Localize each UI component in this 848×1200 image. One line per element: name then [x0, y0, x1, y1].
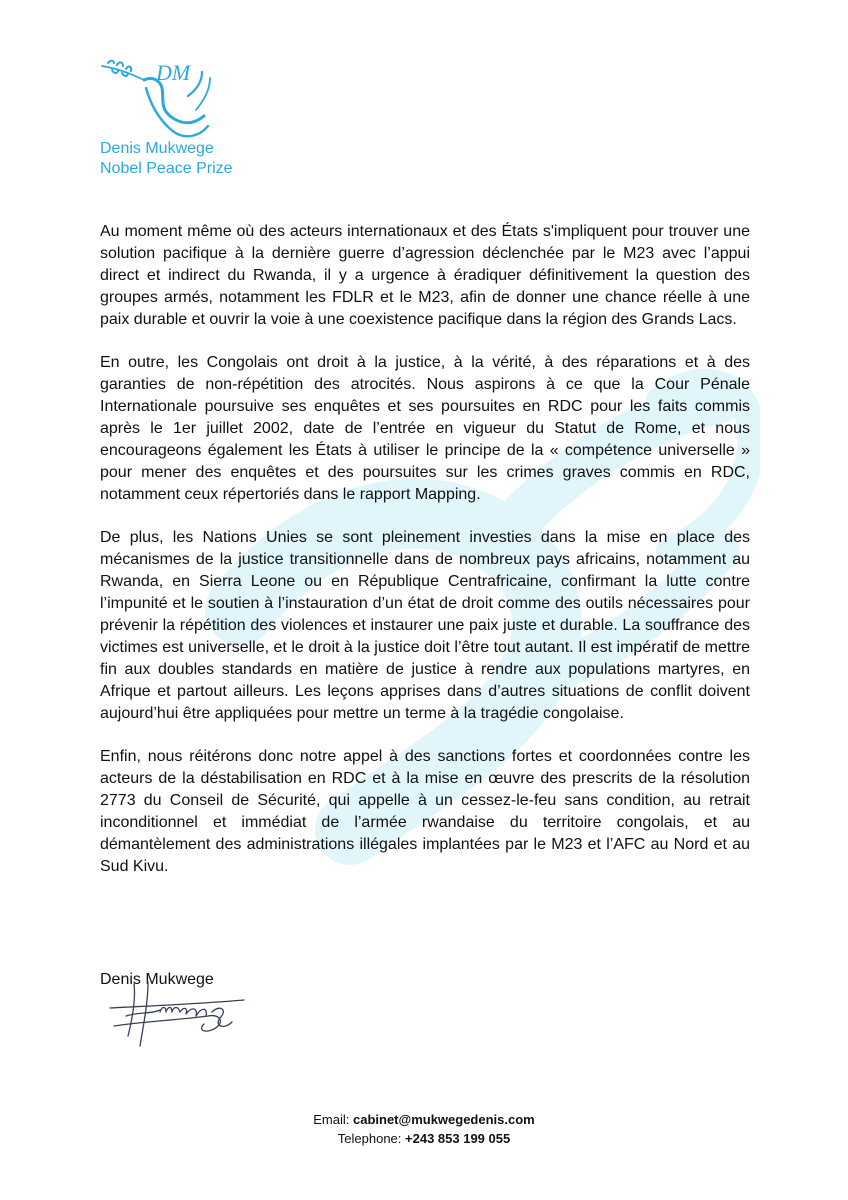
contact-footer — [0, 1110, 848, 1148]
letter-body — [100, 221, 750, 899]
paragraph-1: Au moment même où des acteurs internationaux et des États s'impliquent pour trouver une solution pacifique à la dernière guerre d’agression déclenchée par le M23 avec l’appui direct et indirect du Rwanda, il y a urgence à éradiquer définitivement la question des groupes armés, notamment les FDLR et le M23, afin de donner une chance réelle à une paix durable et ouvrir la voie à une coexistence pacifique dans la région des Grands Lacs. — [100, 223, 750, 328]
dove-logo-icon — [100, 50, 220, 140]
phone-line — [0, 1129, 848, 1148]
paragraph-3: De plus, les Nations Unies se sont pleinement investies dans la mise en place des mécanismes de la justice transitionnelle dans de nombreux pays africains, notamment au Rwanda, en Sierra Leone ou en République Centrafricaine, confirmant la lutte contre l’impunité et le soutien à l’instauration d’un état de droit comme des outils nécessaires pour prévenir la répétition des violences et instaurer une paix juste et durable. La souffrance des victimes est universelle, et le droit à la justice doit l’être tout autant. Il est impératif de mettre fin aux doubles standards en matière de justice à rendre aux populations martyres, en Afrique et partout ailleurs. Les leçons apprises dans d’autres situations de conflit doivent aujourd’hui être appliquées pour mettre un terme à la tragédie congolaise. — [100, 529, 750, 722]
org-name: Denis Mukwege — [100, 140, 214, 157]
email-line — [0, 1110, 848, 1129]
email-address[interactable]: cabinet@mukwegedenis.com — [353, 1112, 535, 1127]
phone-label: Telephone: — [337, 1131, 402, 1146]
signatory-name: Denis Mukwege — [100, 971, 214, 988]
paragraph-4: Enfin, nous réitérons donc notre appel à des sanctions fortes et coordonnées contre les acteurs de la déstabilisation en RDC et à la mise en œuvre des prescrits de la résolution 2773 du Conseil de Sécurité, qui appelle à un cessez-le-feu sans condition, au retrait inconditionnel et immédiat de l’armée rwandaise du territoire congolais, et au démantèlement des administrations illégales implantées par le M23 et l’AFC au Nord et au Sud Kivu. — [100, 748, 750, 875]
email-label: Email: — [313, 1112, 350, 1127]
organization-block — [100, 139, 233, 179]
paragraph-2: En outre, les Congolais ont droit à la justice, à la vérité, à des réparations et à des garanties de non-répétition des atrocités. Nous aspirons à ce que la Cour Pénale Internationale poursuive ses enquêtes et ses poursuites en RDC pour les faits commis après le 1er juillet 2002, date de l’entrée en vigueur du Statut de Rome, et nous encourageons également les États à utiliser le principe de la « compétence universelle » pour mener des enquêtes et des poursuites sur les crimes graves commis en RDC, notamment ceux répertoriés dans le rapport Mapping. — [100, 354, 750, 503]
phone-number[interactable]: +243 853 199 055 — [405, 1131, 511, 1146]
org-title: Nobel Peace Prize — [100, 160, 233, 177]
logo-monogram: DM — [156, 60, 191, 85]
